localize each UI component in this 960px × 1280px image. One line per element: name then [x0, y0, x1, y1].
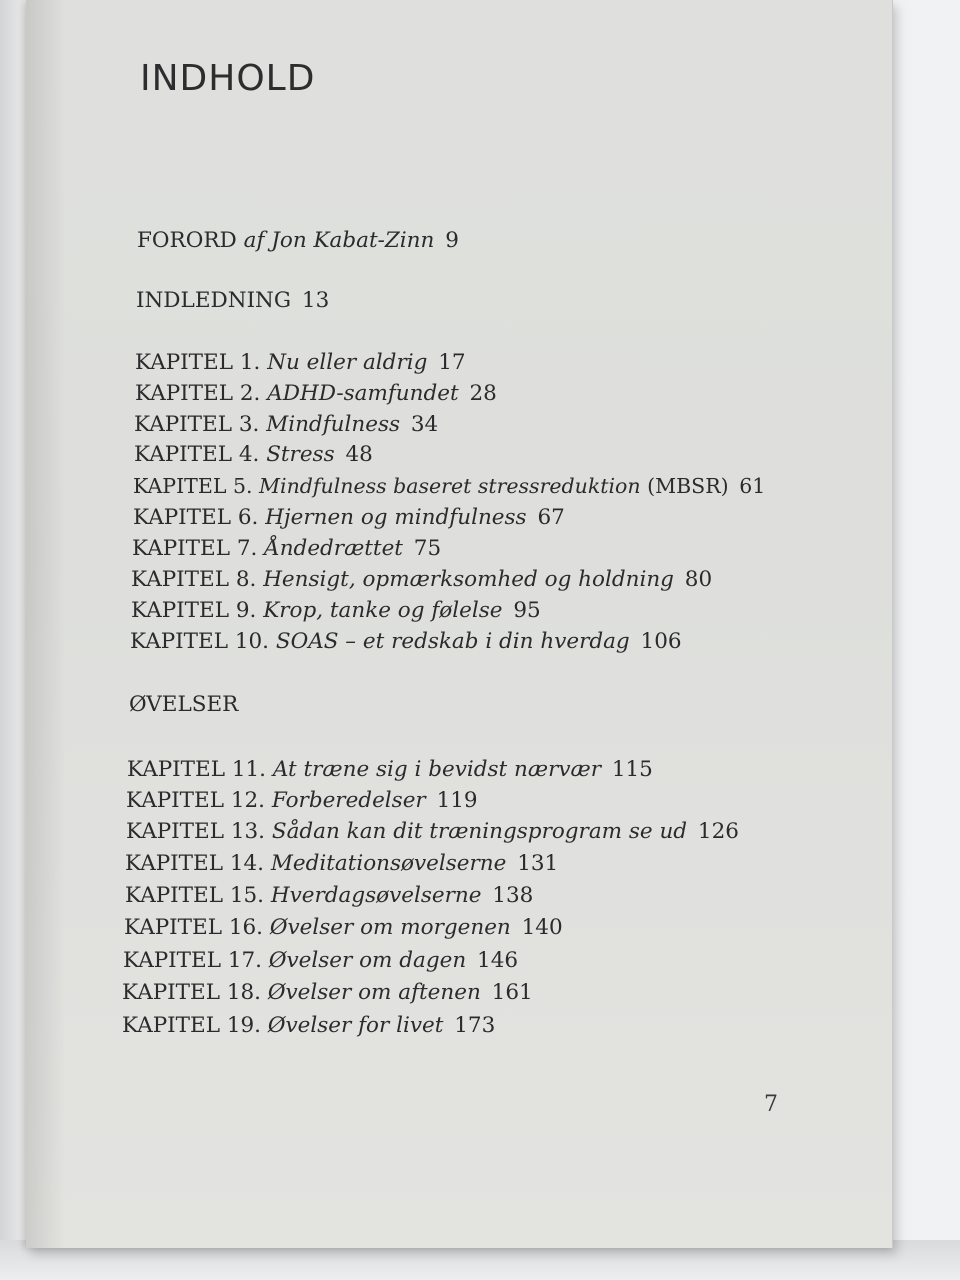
- toc-entry-kapitel-14: [125, 853, 558, 875]
- toc-page-number: 34: [410, 412, 439, 437]
- toc-label: KAPITEL 14.: [125, 851, 265, 876]
- toc-label: KAPITEL 12.: [126, 788, 266, 813]
- toc-entry-kapitel-16: [124, 917, 563, 939]
- toc-title: Forberedelser: [271, 788, 426, 813]
- toc-page-number: 173: [454, 1013, 496, 1038]
- toc-page-number: 138: [492, 883, 534, 908]
- book-page: [26, 0, 893, 1248]
- toc-title: Nu eller aldrig: [267, 350, 428, 375]
- toc-title: Sådan kan dit træningsprogram se ud: [271, 819, 688, 844]
- toc-label: KAPITEL 18.: [122, 980, 262, 1005]
- toc-title: SOAS – et redskab i din hverdag: [275, 629, 630, 654]
- toc-page-number: 106: [640, 629, 682, 654]
- toc-page-number: 126: [697, 819, 739, 844]
- toc-label: FORORD: [137, 228, 237, 253]
- toc-title: Mindfulness baseret stressreduktion: [259, 474, 641, 498]
- toc-title: Øvelser om dagen: [268, 948, 467, 973]
- toc-entry-kapitel-12: [126, 790, 478, 812]
- toc-entry-kapitel-13: [126, 821, 739, 843]
- toc-entry-kapitel-15: [125, 885, 533, 907]
- toc-entry-kapitel-18: [122, 982, 533, 1004]
- toc-label: INDLEDNING: [136, 288, 292, 313]
- toc-page-number: 80: [684, 567, 713, 592]
- toc-label: KAPITEL 3.: [134, 412, 260, 437]
- toc-entry-kapitel-5: [133, 476, 765, 497]
- toc-label: KAPITEL 13.: [126, 819, 266, 844]
- toc-entry-kapitel-6: [133, 507, 565, 529]
- toc-page-number: 146: [477, 948, 519, 973]
- toc-page-number: 119: [436, 788, 478, 813]
- toc-label: KAPITEL 5.: [133, 474, 253, 498]
- toc-entry-kapitel-4: [134, 444, 373, 466]
- toc-title: At træne sig i bevidst nærvær: [272, 757, 601, 782]
- page-number: 7: [764, 1092, 778, 1117]
- page-title: INDHOLD: [140, 58, 316, 99]
- toc-title: Åndedrættet: [264, 536, 403, 561]
- toc-label: KAPITEL 1.: [135, 350, 261, 375]
- toc-title: Meditationsøvelserne: [270, 851, 507, 876]
- toc-title: Krop, tanke og følelse: [263, 598, 503, 623]
- toc-label: KAPITEL 6.: [133, 505, 259, 530]
- toc-label: KAPITEL 4.: [134, 442, 260, 467]
- toc-label: KAPITEL 8.: [131, 567, 257, 592]
- toc-title: Hverdagsøvelserne: [270, 883, 482, 908]
- toc-entry-kapitel-11: [127, 759, 653, 781]
- toc-title: Stress: [266, 442, 335, 467]
- toc-page-number: 140: [521, 915, 563, 940]
- toc-entry-kapitel-7: [132, 538, 441, 560]
- toc-title: Øvelser om morgenen: [269, 915, 511, 940]
- toc-title: ADHD-samfundet: [267, 381, 459, 406]
- toc-page-number: 67: [537, 505, 565, 530]
- toc-title: Øvelser for livet: [267, 1013, 444, 1038]
- toc-title: Hjernen og mindfulness: [265, 505, 527, 530]
- toc-page-number: 28: [469, 381, 497, 406]
- toc-entry-kapitel-2: [135, 383, 497, 405]
- toc-page-number: 61: [739, 474, 766, 498]
- toc-page-number: 161: [491, 980, 533, 1005]
- toc-label: KAPITEL 15.: [125, 883, 265, 908]
- toc-page-number: 17: [438, 350, 466, 375]
- toc-entry-kapitel-1: [135, 352, 466, 374]
- toc-label: KAPITEL 11.: [127, 757, 267, 782]
- toc-label: KAPITEL 16.: [124, 915, 264, 940]
- toc-label: KAPITEL 2.: [135, 381, 261, 406]
- toc-page-number: 95: [513, 598, 541, 623]
- toc-label: KAPITEL 7.: [132, 536, 258, 561]
- toc-entry-kapitel-8: [131, 569, 712, 591]
- toc-page-number: 75: [413, 536, 442, 561]
- toc-entry-kapitel-9: [131, 600, 541, 622]
- toc-entry-kapitel-3: [134, 414, 438, 436]
- toc-page-number: 115: [611, 757, 653, 782]
- toc-page-number: 9: [445, 228, 459, 253]
- toc-page-number: 48: [345, 442, 373, 467]
- toc-label: KAPITEL 17.: [123, 948, 263, 973]
- toc-entry-indledning: [136, 290, 329, 312]
- toc-entry-kapitel-17: [123, 950, 518, 972]
- toc-label: KAPITEL 10.: [130, 629, 270, 654]
- toc-title: Øvelser om aftenen: [267, 980, 481, 1005]
- page-gutter-shadow: [26, 0, 66, 1248]
- toc-label: KAPITEL 9.: [131, 598, 257, 623]
- toc-title: Hensigt, opmærksomhed og holdning: [263, 567, 674, 592]
- toc-title-suffix: (MBSR): [647, 474, 729, 498]
- toc-page-number: 131: [517, 851, 559, 876]
- toc-title: Mindfulness: [266, 412, 401, 437]
- toc-entry-forord: [137, 230, 459, 252]
- section-heading-ovelser: ØVELSER: [129, 692, 239, 717]
- toc-title: af Jon Kabat-Zinn: [243, 228, 435, 253]
- toc-label: KAPITEL 19.: [122, 1013, 262, 1038]
- toc-page-number: 13: [301, 288, 330, 313]
- toc-entry-kapitel-19: [122, 1015, 495, 1037]
- toc-entry-kapitel-10: [130, 631, 682, 653]
